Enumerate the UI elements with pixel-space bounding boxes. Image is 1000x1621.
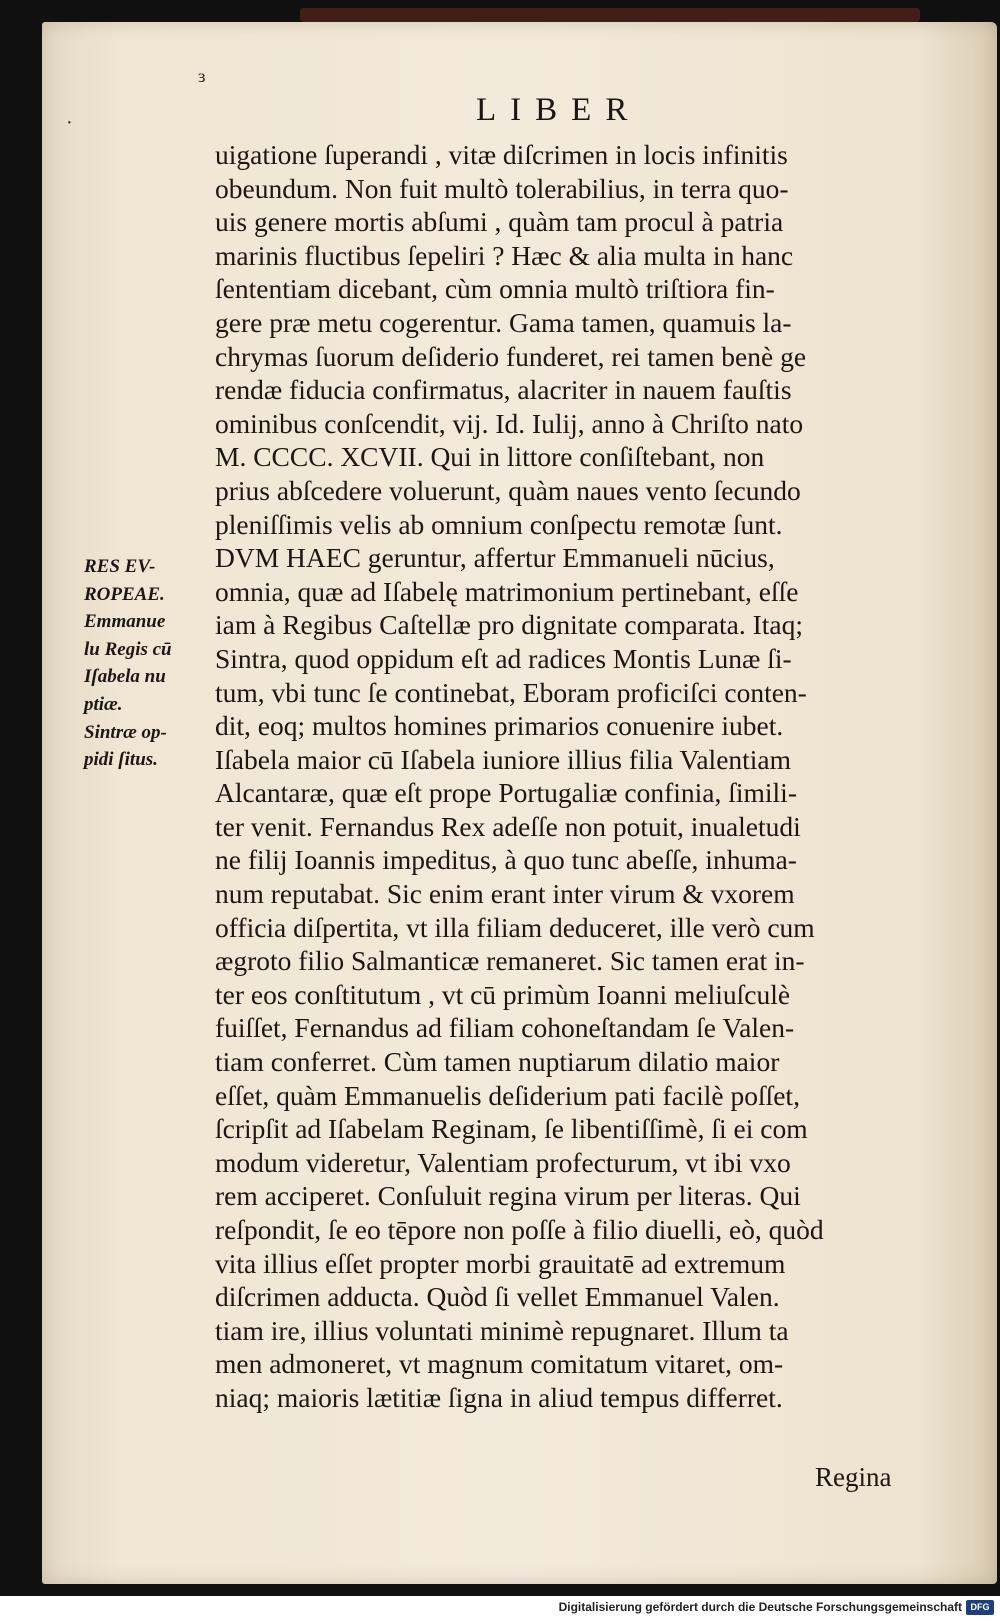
running-head: LIBER (476, 92, 642, 128)
text-line: tum, vbi tunc ſe continebat, Eboram proficiſci conten- (215, 676, 807, 708)
text-line: gere præ metu cogerentur. Gama tamen, quamuis la- (215, 306, 792, 338)
main-text-block (215, 138, 935, 1415)
footer-bar (0, 1596, 1000, 1621)
text-line: modum videretur, Valentiam profecturum, vt ibi vxo (215, 1146, 791, 1178)
text-line: diſcrimen adducta. Quòd ſi vellet Emmanuel Valen. (215, 1281, 780, 1313)
margin-note-line: lu Regis cū (84, 638, 172, 660)
text-line: officia diſpertita, vt illa filiam deduceret, ille verò cum (215, 911, 815, 943)
text-line: ne filij Ioannis impeditus, à quo tunc abeſſe, inhuma- (215, 844, 797, 876)
footer-credit: Digitalisierung gefördert durch die Deutsche Forschungsgemeinschaft (558, 1600, 962, 1614)
catchword: Regina (815, 1462, 892, 1492)
stray-mark: ɜ (198, 66, 206, 86)
text-line: omnia, quæ ad Iſabelę matrimonium pertinebant, eſſe (215, 575, 799, 607)
text-line: ter venit. Fernandus Rex adeſſe non potuit, inualetudi (215, 810, 801, 842)
text-line: uis genere mortis abſumi , quàm tam procul à patria (215, 206, 784, 238)
margin-notes (84, 553, 204, 774)
margin-note-line: Sintræ op- (84, 721, 167, 743)
dfg-logo: DFG (966, 1600, 994, 1615)
page-top-edge (300, 8, 920, 22)
text-line: ſententiam dicebant, cùm omnia multò triſtiora fin- (215, 273, 775, 305)
margin-note-line: Emmanue (84, 611, 166, 633)
text-line: ominibus conſcendit, vij. Id. Iulij, anno à Chriſto nato (215, 407, 804, 439)
text-line: ægroto filio Salmanticæ remaneret. Sic tamen erat in- (215, 945, 805, 977)
text-line: marinis fluctibus ſepeliri ? Hæc & alia multa in hanc (215, 239, 794, 271)
text-line: Alcantaræ, quæ eſt prope Portugaliæ confinia, ſimili- (215, 777, 797, 809)
stray-mark: · (66, 112, 73, 134)
text-line: DVM HAEC geruntur, affertur Emmanueli nūcius, (215, 542, 775, 574)
text-line: Iſabela maior cū Iſabela iuniore illius filia Valentiam (215, 743, 792, 775)
text-line: dit, eoq; multos homines primarios conuenire iubet. (215, 710, 784, 742)
text-line: Sintra, quod oppidum eſt ad radices Montis Lunæ ſi- (215, 642, 792, 674)
text-line: M. CCCC. XCVII. Qui in littore conſiſtebant, non (215, 441, 765, 473)
text-line: iam à Regibus Caſtellæ pro dignitate comparata. Itaq; (215, 609, 804, 641)
text-line: obeundum. Non fuit multò tolerabilius, in terra quo- (215, 172, 789, 204)
text-line: prius abſcedere voluerunt, quàm naues vento ſecundo (215, 474, 801, 506)
text-line: num reputabat. Sic enim erant inter virum & vxorem (215, 878, 795, 910)
text-line: reſpondit, ſe eo tēpore non poſſe à filio diuelli, eò, quòd (215, 1214, 824, 1245)
text-line: eſſet, quàm Emmanuelis deſiderium pati facilè poſſet, (215, 1079, 800, 1111)
margin-note-line: pidi ſitus. (84, 749, 158, 771)
text-line: ſcripſit ad Iſabelam Reginam, ſe libentiſſimè, ſi ei com (215, 1113, 808, 1145)
text-line: rendæ fiducia confirmatus, alacriter in nauem fauſtis (215, 374, 792, 406)
text-line: tiam ire, illius voluntati minimè repugnaret. Illum ta (215, 1314, 789, 1346)
text-line: ter eos conſtitutum , vt cū primùm Ioanni meliuſculè (215, 978, 791, 1010)
text-line: chrymas ſuorum deſiderio funderet, rei tamen benè ge (215, 340, 807, 372)
text-line: vita illius eſſet propter morbi grauitatē ad extremum (215, 1247, 786, 1279)
text-line: rem acciperet. Conſuluit regina virum per literas. Qui (215, 1180, 801, 1212)
text-line: men admoneret, vt magnum comitatum vitaret, om- (215, 1348, 784, 1380)
text-line: tiam conferret. Cùm tamen nuptiarum dilatio maior (215, 1046, 780, 1078)
text-line: niaq; maioris lætitiæ ſigna in aliud tempus differret. (215, 1381, 783, 1413)
margin-note-line: ROPEAE. (84, 583, 165, 605)
margin-note-line: RES EV- (84, 556, 156, 577)
margin-note-line: ptiæ. (84, 693, 123, 715)
text-line: fuiſſet, Fernandus ad filiam cohoneſtandam ſe Valen- (215, 1012, 795, 1044)
text-line: pleniſſimis velis ab omnium conſpectu remotæ ſunt. (215, 508, 783, 540)
text-line: uigatione ſuperandi , vitæ diſcrimen in locis infinitis (215, 139, 788, 170)
margin-note-line: Iſabela nu (84, 666, 166, 688)
